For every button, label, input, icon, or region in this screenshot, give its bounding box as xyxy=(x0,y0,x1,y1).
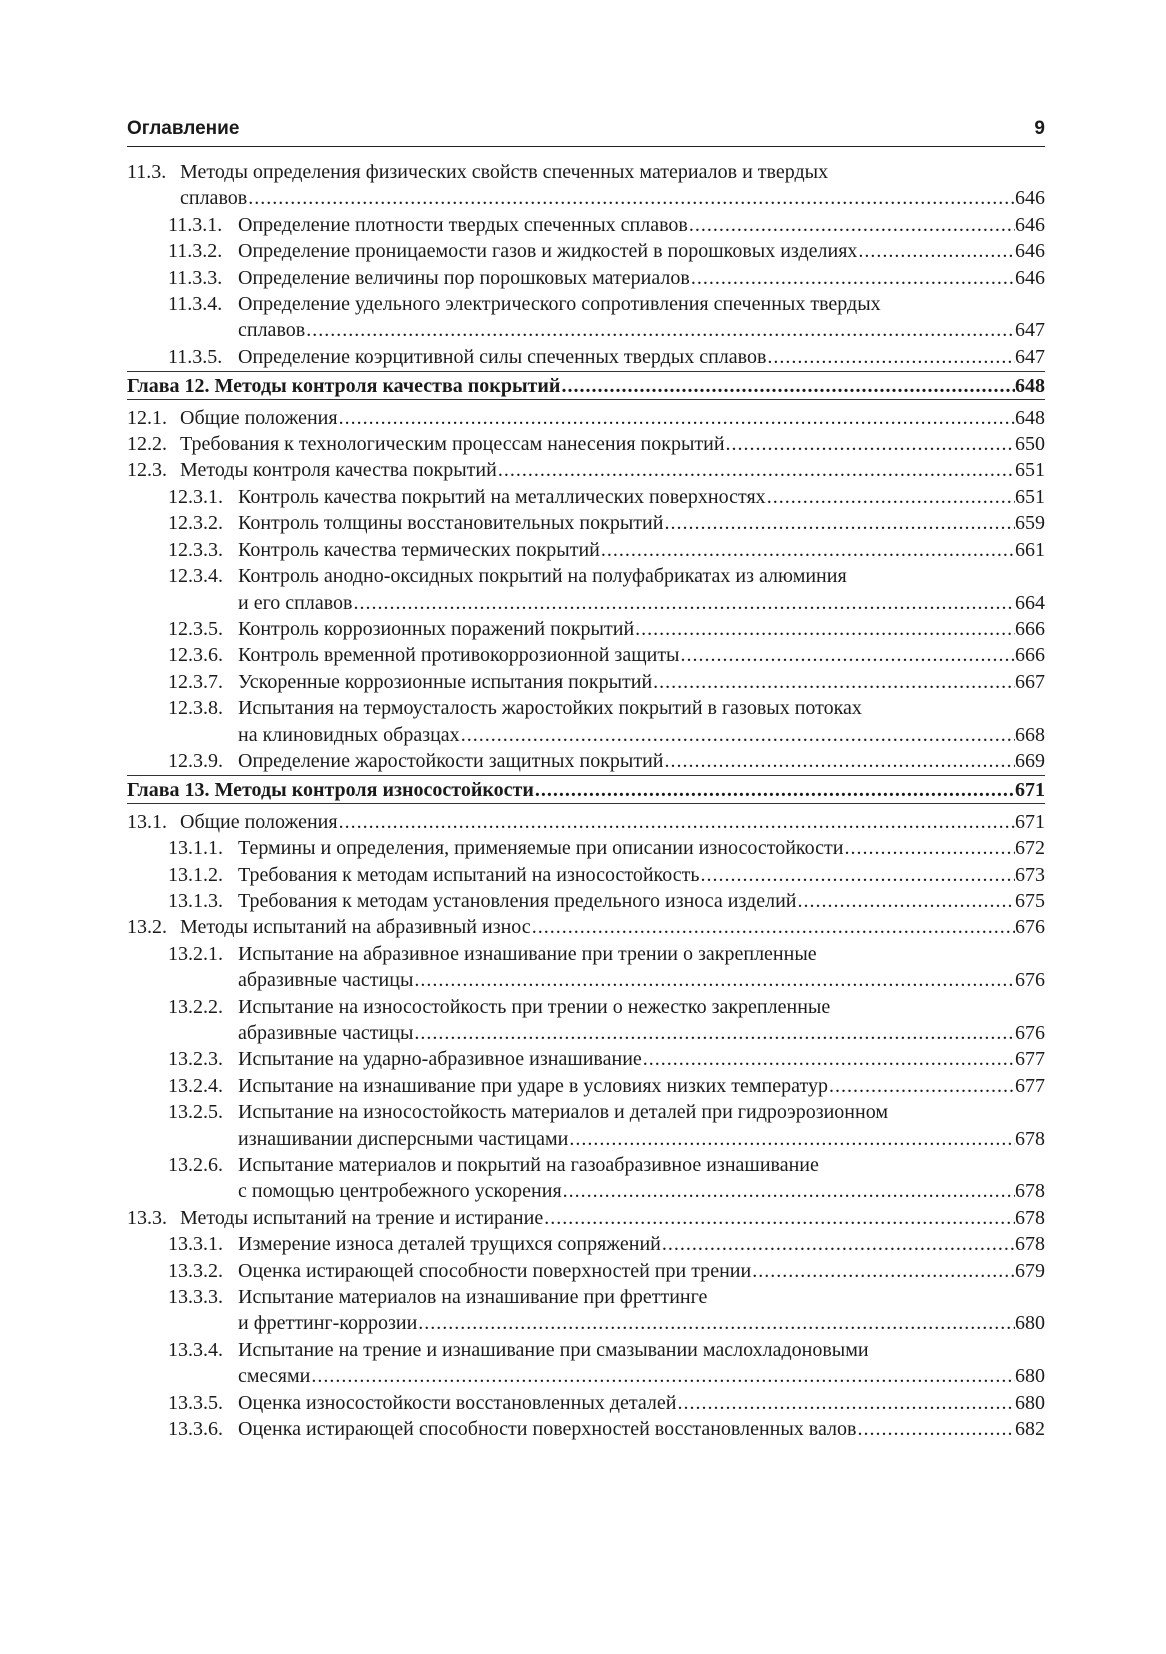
toc-entry-page: 646 xyxy=(1015,266,1045,289)
toc-entry-body xyxy=(180,159,1045,212)
toc-entry-title: Контроль временной противокоррозионной защиты xyxy=(238,644,680,667)
toc-entry-title-line: Испытание материалов и покрытий на газоабразивное изнашивание xyxy=(238,1154,819,1177)
dot-leader xyxy=(534,777,1015,803)
toc-entry xyxy=(127,642,1045,668)
toc-entry-page: 677 xyxy=(1015,1074,1045,1097)
toc-entry-number: 12.3.4. xyxy=(168,565,223,588)
dot-leader xyxy=(338,405,1015,431)
toc-entry xyxy=(127,159,1045,212)
toc-entry-number: 12.3.8. xyxy=(168,697,223,720)
toc-entry-title: абразивные частицы xyxy=(238,1022,414,1044)
toc-entry xyxy=(127,616,1045,642)
toc-entry-title: Определение плотности твердых спеченных сплавов xyxy=(238,213,688,236)
dot-leader xyxy=(766,484,1015,510)
toc-entry-page: 678 xyxy=(1015,1180,1045,1203)
toc-entry-page: 677 xyxy=(1015,1048,1045,1071)
toc-entry-title: Оценка истирающей способности поверхностей восстановленных валов xyxy=(238,1418,857,1441)
toc-entry-body xyxy=(238,1231,1045,1257)
toc-entry xyxy=(127,1231,1045,1257)
toc-entry-body xyxy=(238,212,1045,238)
dot-leader xyxy=(856,1416,1015,1442)
toc-entry-title: Методы испытаний на абразивный износ xyxy=(180,916,531,939)
toc-entry-number: 12.2. xyxy=(127,433,167,456)
toc-entry-title-line: Испытание на абразивное изнашивание при трении о закрепленные xyxy=(238,942,817,965)
toc-entry-title: Ускоренные коррозионные испытания покрытий xyxy=(238,670,653,693)
toc-entry-page: 648 xyxy=(1015,406,1045,429)
toc-entry-title: и его сплавов xyxy=(238,591,353,614)
toc-entry-number: 13.3. xyxy=(127,1206,167,1229)
toc-entry-number: 13.1. xyxy=(127,810,167,833)
toc-entry-body xyxy=(238,1390,1045,1416)
toc-entry-body xyxy=(127,373,1045,399)
toc-entry-title: Методы контроля качества покрытий xyxy=(180,459,497,482)
toc-entry-body xyxy=(238,941,1045,994)
toc-entry-body xyxy=(238,748,1045,774)
toc-entry-title: смесями xyxy=(238,1365,311,1388)
toc-entry-page: 678 xyxy=(1015,1233,1045,1256)
toc-entry-title-line: Испытание на износостойкость при трении о нежестко закрепленные xyxy=(238,995,831,1018)
toc-entry-body xyxy=(238,537,1045,563)
toc-entry-title: сплавов xyxy=(238,319,306,342)
toc-entry-body xyxy=(238,265,1045,291)
page-number: 9 xyxy=(1034,118,1045,139)
toc-entry-body xyxy=(180,914,1045,940)
dot-leader xyxy=(310,1363,1015,1389)
dot-leader xyxy=(652,669,1015,695)
toc-entry-number: 13.3.5. xyxy=(168,1391,223,1414)
toc-entry-body xyxy=(238,642,1045,668)
toc-chapter-entry xyxy=(127,777,1045,803)
toc-entry-title: Требования к методам испытаний на износостойкость xyxy=(238,863,700,886)
toc-entry-title: Требования к методам установления предельного износа изделий xyxy=(238,889,797,912)
dot-leader xyxy=(600,537,1015,563)
toc-entry-number: 13.2.4. xyxy=(168,1074,223,1097)
dot-leader xyxy=(642,1046,1015,1072)
toc-entry-body xyxy=(180,405,1045,431)
toc-entry-title: и фреттинг-коррозии xyxy=(238,1312,418,1335)
toc-entry-page: 651 xyxy=(1015,485,1045,508)
toc-entry xyxy=(127,1073,1045,1099)
toc-entry-body xyxy=(180,457,1045,483)
toc-entry-title: Контроль коррозионных поражений покрытий xyxy=(238,617,635,640)
toc-entry-title: Испытание на ударно-абразивное изнашивание xyxy=(238,1048,642,1071)
toc-entry-page: 678 xyxy=(1015,1206,1045,1229)
toc-entry-page: 646 xyxy=(1015,187,1045,210)
toc-entry-body xyxy=(238,510,1045,536)
toc-entry xyxy=(127,1099,1045,1152)
toc-entry-title: Общие положения xyxy=(180,406,338,429)
toc-entry-page: 650 xyxy=(1015,433,1045,456)
toc-entry-page: 666 xyxy=(1015,644,1045,667)
dot-leader xyxy=(690,265,1015,291)
toc-entry-page: 676 xyxy=(1015,1022,1045,1044)
toc-entry-number: 13.3.6. xyxy=(168,1418,223,1441)
toc-entry-title: Общие положения xyxy=(180,810,338,833)
toc-entry-number: 12.3.9. xyxy=(168,749,223,772)
toc-entry-body xyxy=(238,1046,1045,1072)
toc-entry-title: Оценка износостойкости восстановленных деталей xyxy=(238,1391,677,1414)
toc-entry-page: 646 xyxy=(1015,240,1045,263)
toc-entry-number: 11.3.1. xyxy=(168,213,223,236)
toc-entry-page: 676 xyxy=(1015,969,1045,992)
toc-entry-body xyxy=(238,344,1045,370)
toc-entry-title: Определение жаростойкости защитных покрытий xyxy=(238,749,664,772)
toc-entry-body xyxy=(238,1099,1045,1152)
toc-entry-title-line: Испытание материалов на изнашивание при фреттинге xyxy=(238,1286,708,1309)
table-of-contents xyxy=(127,159,1045,1443)
toc-entry-page: 664 xyxy=(1015,591,1045,614)
toc-entry xyxy=(127,238,1045,264)
toc-entry xyxy=(127,484,1045,510)
toc-entry-page: 647 xyxy=(1015,319,1045,342)
toc-entry xyxy=(127,1337,1045,1390)
toc-entry-page: 646 xyxy=(1015,213,1045,236)
toc-entry-page: 671 xyxy=(1015,810,1045,833)
toc-entry xyxy=(127,457,1045,483)
toc-entry-title-line: Контроль анодно-оксидных покрытий на полуфабрикатах из алюминия xyxy=(238,565,847,588)
toc-entry-body xyxy=(180,1205,1045,1231)
toc-entry-number: 11.3.2. xyxy=(168,240,223,263)
dot-leader xyxy=(531,914,1015,940)
dot-leader xyxy=(305,317,1015,343)
dot-leader xyxy=(413,967,1015,993)
toc-entry-number: 13.2.3. xyxy=(168,1048,223,1071)
toc-entry xyxy=(127,748,1045,774)
dot-leader xyxy=(828,1073,1015,1099)
dot-leader xyxy=(634,616,1015,642)
dot-leader xyxy=(413,1020,1015,1046)
toc-entry-title: Термины и определения, применяемые при описании износостойкости xyxy=(238,837,844,860)
dot-leader xyxy=(661,1231,1015,1257)
toc-entry-page: 673 xyxy=(1015,863,1045,886)
toc-entry-page: 672 xyxy=(1015,837,1045,860)
toc-entry-body xyxy=(238,1258,1045,1284)
toc-entry-title: Контроль качества покрытий на металлических поверхностях xyxy=(238,485,766,508)
toc-entry xyxy=(127,1205,1045,1231)
toc-entry-number: 13.3.3. xyxy=(168,1286,223,1309)
toc-entry-page: 647 xyxy=(1015,345,1045,368)
toc-entry-body xyxy=(238,862,1045,888)
toc-entry-title: абразивные частицы xyxy=(238,969,414,992)
toc-entry xyxy=(127,431,1045,457)
toc-entry-body xyxy=(238,1284,1045,1337)
toc-entry-title: с помощью центробежного ускорения xyxy=(238,1180,562,1203)
toc-entry xyxy=(127,510,1045,536)
dot-leader xyxy=(699,862,1015,888)
toc-entry-title: Методы испытаний на трение и истирание xyxy=(180,1206,544,1229)
toc-entry xyxy=(127,1390,1045,1416)
toc-entry-title: Глава 12. Методы контроля качества покрытий xyxy=(127,375,561,398)
toc-entry-number: 11.3.5. xyxy=(168,345,223,368)
section-title: Оглавление xyxy=(127,118,240,139)
toc-entry-page: 682 xyxy=(1015,1418,1045,1441)
toc-entry-page: 678 xyxy=(1015,1127,1045,1150)
toc-entry xyxy=(127,212,1045,238)
toc-entry-page: 668 xyxy=(1015,723,1045,746)
toc-entry-number: 12.3.5. xyxy=(168,617,223,640)
dot-leader xyxy=(664,748,1016,774)
toc-entry-body xyxy=(238,669,1045,695)
toc-entry-page: 666 xyxy=(1015,617,1045,640)
dot-leader xyxy=(843,835,1015,861)
toc-entry-page: 661 xyxy=(1015,538,1045,561)
toc-entry-number: 12.3.7. xyxy=(168,670,223,693)
toc-entry-title-line: Определение удельного электрического сопротивления спеченных твердых xyxy=(238,293,881,316)
toc-entry-title: Контроль толщины восстановительных покрытий xyxy=(238,512,664,535)
toc-entry-title: Измерение износа деталей трущихся сопряжений xyxy=(238,1233,661,1256)
toc-entry-title: Определение коэрцитивной силы спеченных твердых сплавов xyxy=(238,345,767,368)
toc-entry xyxy=(127,888,1045,914)
toc-entry-page: 679 xyxy=(1015,1259,1045,1282)
toc-entry-number: 13.2.1. xyxy=(168,942,223,965)
toc-entry-number: 11.3.3. xyxy=(168,266,223,289)
toc-entry-title: Испытание на изнашивание при ударе в условиях низких температур xyxy=(238,1074,828,1097)
toc-entry-body xyxy=(238,616,1045,642)
toc-entry-body xyxy=(238,835,1045,861)
toc-entry-number: 12.3.3. xyxy=(168,538,223,561)
toc-entry-body xyxy=(238,1337,1045,1390)
dot-leader xyxy=(543,1205,1015,1231)
dot-leader xyxy=(796,888,1015,914)
toc-entry-number: 13.2. xyxy=(127,916,167,939)
toc-entry-page: 675 xyxy=(1015,889,1045,912)
dot-leader xyxy=(497,457,1015,483)
toc-entry-body xyxy=(238,291,1045,344)
toc-entry-number: 12.3.2. xyxy=(168,512,223,535)
toc-entry-number: 12.3.6. xyxy=(168,644,223,667)
toc-entry-page: 669 xyxy=(1015,749,1045,772)
toc-entry-number: 13.3.1. xyxy=(168,1233,223,1256)
dot-leader xyxy=(725,431,1015,457)
toc-entry xyxy=(127,344,1045,370)
toc-entry-title: Требования к технологическим процессам нанесения покрытий xyxy=(180,433,725,456)
toc-entry-title: Контроль качества термических покрытий xyxy=(238,538,600,561)
toc-entry-body xyxy=(238,1152,1045,1205)
toc-entry-title-line: Испытание на трение и изнашивание при смазывании маслохладоновыми xyxy=(238,1338,869,1361)
toc-entry xyxy=(127,291,1045,344)
toc-entry xyxy=(127,405,1045,431)
running-head xyxy=(127,118,1045,147)
toc-entry-title-line: Испытания на термоусталость жаростойких покрытий в газовых потоках xyxy=(238,697,862,720)
toc-entry-body xyxy=(238,1073,1045,1099)
document-page xyxy=(127,118,1045,1443)
toc-entry xyxy=(127,1284,1045,1337)
toc-entry-number: 13.3.2. xyxy=(168,1259,223,1282)
toc-entry-body xyxy=(238,563,1045,616)
dot-leader xyxy=(247,185,1015,211)
toc-entry-number: 13.1.3. xyxy=(168,889,223,912)
dot-leader xyxy=(688,212,1015,238)
toc-entry xyxy=(127,994,1045,1047)
toc-entry-body xyxy=(238,695,1045,748)
toc-entry-number: 12.3. xyxy=(127,459,167,482)
dot-leader xyxy=(417,1310,1015,1336)
toc-entry xyxy=(127,862,1045,888)
toc-entry xyxy=(127,941,1045,994)
dot-leader xyxy=(562,1178,1015,1204)
toc-entry xyxy=(127,809,1045,835)
dot-leader xyxy=(766,344,1015,370)
toc-entry-number: 12.3.1. xyxy=(168,485,223,508)
toc-entry-body xyxy=(180,809,1045,835)
toc-entry xyxy=(127,1152,1045,1205)
toc-entry xyxy=(127,1046,1045,1072)
toc-entry xyxy=(127,695,1045,748)
toc-entry-body xyxy=(127,777,1045,803)
dot-leader xyxy=(338,809,1015,835)
dot-leader xyxy=(568,1126,1015,1152)
toc-entry xyxy=(127,1258,1045,1284)
toc-entry-page: 676 xyxy=(1015,916,1045,939)
toc-entry-number: 11.3.4. xyxy=(168,293,223,316)
toc-entry-number: 13.1.1. xyxy=(168,837,223,860)
toc-entry-title: Глава 13. Методы контроля износостойкости xyxy=(127,779,534,802)
toc-entry-number: 13.2.5. xyxy=(168,1101,223,1124)
toc-entry-title: Оценка истирающей способности поверхностей при трении xyxy=(238,1259,752,1282)
toc-entry-body xyxy=(238,888,1045,914)
toc-entry-title-line: Методы определения физических свойств спеченных материалов и твердых xyxy=(180,161,829,183)
toc-entry-body xyxy=(238,238,1045,264)
toc-entry-number: 13.2.6. xyxy=(168,1154,223,1177)
dot-leader xyxy=(751,1258,1015,1284)
dot-leader xyxy=(460,722,1015,748)
toc-entry-body xyxy=(180,431,1045,457)
toc-entry-page: 680 xyxy=(1015,1391,1045,1414)
toc-entry-page: 671 xyxy=(1015,779,1045,802)
toc-entry-page: 659 xyxy=(1015,512,1045,535)
dot-leader xyxy=(676,1390,1015,1416)
toc-entry-title: сплавов xyxy=(180,187,248,210)
dot-leader xyxy=(560,373,1015,399)
toc-chapter-entry xyxy=(127,373,1045,399)
toc-entry xyxy=(127,1416,1045,1442)
toc-entry xyxy=(127,265,1045,291)
toc-entry-title-line: Испытание на износостойкость материалов и деталей при гидроэрозионном xyxy=(238,1101,888,1124)
toc-entry-body xyxy=(238,484,1045,510)
toc-entry xyxy=(127,914,1045,940)
toc-entry-page: 648 xyxy=(1015,375,1045,398)
toc-entry-title: изнашивании дисперсными частицами xyxy=(238,1127,569,1150)
toc-entry-number: 11.3. xyxy=(127,161,167,183)
dot-leader xyxy=(663,510,1015,536)
toc-entry-title: Определение проницаемости газов и жидкостей в порошковых изделиях xyxy=(238,240,858,263)
toc-entry-title: на клиновидных образцах xyxy=(238,723,460,746)
toc-entry-number: 13.3.4. xyxy=(168,1338,223,1361)
toc-entry-body xyxy=(238,994,1045,1047)
toc-entry xyxy=(127,537,1045,563)
toc-entry-page: 680 xyxy=(1015,1365,1045,1388)
dot-leader xyxy=(352,590,1015,616)
toc-entry-page: 667 xyxy=(1015,670,1045,693)
dot-leader xyxy=(680,642,1016,668)
toc-entry-number: 13.2.2. xyxy=(168,995,223,1018)
toc-entry-number: 12.1. xyxy=(127,406,167,429)
toc-entry xyxy=(127,835,1045,861)
dot-leader xyxy=(857,238,1015,264)
toc-entry-number: 13.1.2. xyxy=(168,863,223,886)
toc-entry-page: 651 xyxy=(1015,459,1045,482)
toc-entry-body xyxy=(238,1416,1045,1442)
toc-entry-title: Определение величины пор порошковых материалов xyxy=(238,266,690,289)
toc-entry xyxy=(127,563,1045,616)
toc-entry xyxy=(127,669,1045,695)
toc-entry-page: 680 xyxy=(1015,1312,1045,1335)
